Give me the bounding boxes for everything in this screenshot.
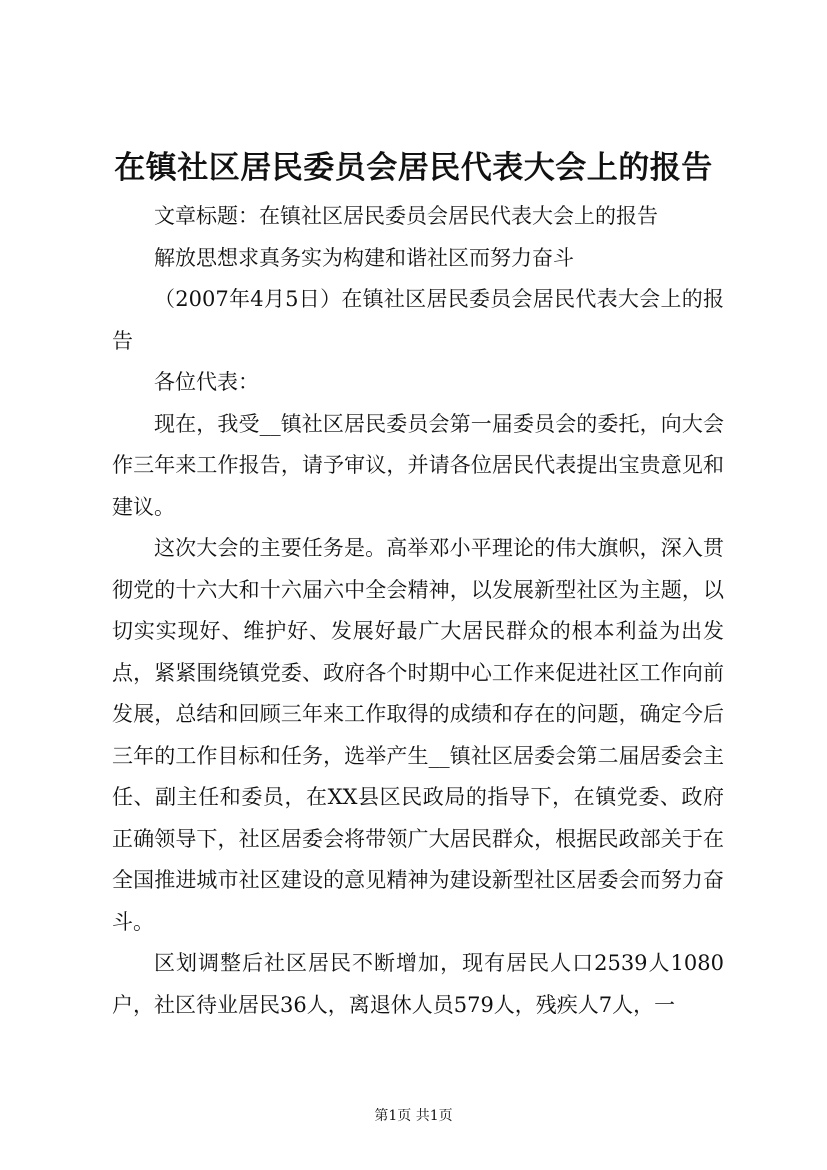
body-paragraph: 现在，我受__镇社区居民委员会第一届委员会的委托，向大会作三年来工作报告，请予审议，并请各位居民代表提出宝贵意见和建议。 [112, 411, 724, 519]
body-paragraph: 区划调整后社区居民不断增加，现有居民人口2539人1080户，社区待业居民36人，离退休人员579人，残疾人7人，一 [112, 951, 724, 1017]
article-title-line: 文章标题：在镇社区居民委员会居民代表大会上的报告 [154, 204, 658, 228]
date-line: （2007年4月5日）在镇社区居民委员会居民代表大会上的报告 [112, 287, 724, 353]
document-title: 在镇社区居民委员会居民代表大会上的报告 [114, 150, 713, 186]
salutation: 各位代表： [154, 370, 259, 394]
body-paragraph: 这次大会的主要任务是。高举邓小平理论的伟大旗帜，深入贯彻党的十六大和十六届六中全会精神，以发展新型社区为主题，以切实实现好、维护好、发展好最广大居民群众的根本利益为出发点，紧紧围绕镇党委、政府各个时期中心工作来促进社区工作向前发展，总结和回顾三年来工作取得的成绩和存在的问题，确定今后三年的工作目标和任务，选举产生__镇社区居委会第二届居委会主任、副主任和委员，在XX县区民政局的指导下，在镇党委、政府正确领导下，社区居委会将带领广大居民群众，根据民政部关于在全国推进城市社区建设的意见精神为建设新型社区居委会而努力奋斗。 [112, 536, 724, 934]
page-footer: 第1页 共1页 [374, 1108, 453, 1124]
document-body [112, 196, 724, 1026]
subtitle-line: 解放思想求真务实为构建和谐社区而努力奋斗 [154, 245, 574, 270]
